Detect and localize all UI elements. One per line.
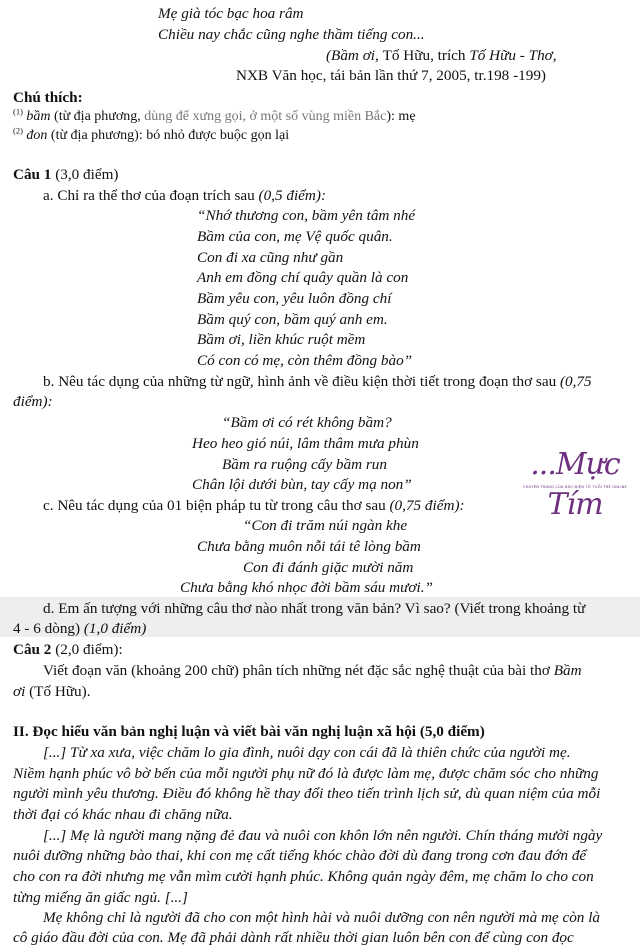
section-2-heading: II. Đọc hiểu văn bản nghị luận và viết bài văn nghị luận xã hội (5,0 điểm) (13, 723, 485, 740)
passage-line: người mình yêu thương. Điều đó không hề thay đổi theo tiến trình lịch sử, dù quan niệm của mỗi (13, 785, 601, 802)
poem-line: “Nhớ thương con, bầm yên tâm nhé (197, 207, 416, 224)
passage-line: nuôi dưỡng những bào thai, khi con mẹ cất tiếng khóc chào đời dù đang trong cơn đau đớn để (13, 847, 587, 864)
poem-line: Bầm ơi, liền khúc ruột mềm (197, 331, 366, 348)
poem-line: Bầm yêu con, yêu luôn đồng chí (197, 290, 392, 307)
notes-heading: Chú thích: (13, 89, 83, 106)
question-2-text: Viết đoạn văn (khoảng 200 chữ) phân tích những nét đặc sắc nghệ thuật của bài thơ Bầm (43, 662, 582, 679)
poem-source: (Bầm ơi, Tố Hữu, trích Tố Hữu - Thơ, (326, 47, 557, 64)
passage-line: Niềm hạnh phúc vô bờ bến của mỗi người phụ nữ đó là được làm mẹ, được chăm sóc cho những (13, 765, 599, 782)
passage-line: cho con ra đời nhưng mẹ vẫn mìm cười hạnh phúc. Không quản ngày đêm, mẹ chăm lo cho con (13, 868, 594, 885)
passage-line: cô giáo đầu đời của con. Mẹ đã phải dành rất nhiều thời gian luôn bên con để cùng con đọc (13, 929, 574, 946)
poem-line: Heo heo gió núi, lâm thâm mưa phùn (192, 435, 419, 452)
poem-line: Bầm quý con, bầm quý anh em. (197, 311, 388, 328)
passage-line: [...] Mẹ là người mang nặng đẻ đau và nuôi con khôn lớn nên người. Chín tháng mười ngày (43, 827, 603, 844)
logo-name: ...Mực Tím (530, 447, 620, 522)
logo-tagline: CHUYÊN TRANG CỦA BÁO ĐIỆN TỬ TUỔI TRẺ ONLINE (523, 485, 627, 489)
poem-source-publisher: NXB Văn học, tái bản lần thứ 7, 2005, tr.198 -199) (236, 67, 546, 84)
poem-line: Anh em đồng chí quây quần là con (197, 269, 409, 286)
poem-line: Chiều nay chắc cũng nghe thầm tiếng con... (158, 26, 425, 43)
poem-line: “Con đi trăm núi ngàn khe (243, 517, 408, 534)
poem-line: Mẹ già tóc bạc hoa râm (158, 5, 304, 22)
passage-line: [...] Từ xa xưa, việc chăm lo gia đình, nuôi dạy con cái đã là thiên chức của người mẹ. (43, 744, 571, 761)
poem-line: Có con có mẹ, còn thêm đồng bào” (197, 352, 413, 369)
question-1-title: Câu 1 (3,0 điểm) (13, 166, 119, 183)
muc-tim-logo (516, 445, 634, 522)
question-1c: c. Nêu tác dụng của 01 biện pháp tu từ trong câu thơ sau (0,75 điểm): (43, 497, 465, 514)
poem-line: “Bầm ơi có rét không bầm? (222, 414, 392, 431)
question-1b-points: điểm): (13, 393, 53, 410)
poem-line: Chưa bằng muôn nỗi tái tê lòng bầm (197, 538, 421, 555)
passage-line: Mẹ không chỉ là người đã cho con một hình hài và nuôi dưỡng con nên người mà mẹ còn là (43, 909, 601, 926)
poem-line: Chân lội dưới bùn, tay cấy mạ non” (192, 476, 412, 493)
poem-line: Chưa bằng khó nhọc đời bầm sáu mươi.” (180, 579, 433, 596)
passage-line: từng miếng ăn giấc ngủ. [...] (13, 889, 188, 906)
note-item: $^{(2)}$ đon (từ địa phương): bó nhỏ được buộc gọn lại (13, 125, 290, 143)
passage-line: thời đại có khác nhau đi chăng nữa. (13, 806, 233, 823)
poem-line: Bầm ra ruộng cấy bầm run (222, 456, 387, 473)
note-item: $^{(1)}$ bầm (từ địa phương, dùng để xưng gọi, ở một số vùng miền Bắc): mẹ (13, 106, 416, 124)
question-1b: b. Nêu tác dụng của những từ ngữ, hình ảnh về điều kiện thời tiết trong đoạn thơ sau (0,75 (43, 373, 592, 390)
question-2-title: Câu 2 (2,0 điểm): (13, 641, 123, 658)
poem-line: Con đi đánh giặc mười năm (243, 559, 414, 576)
poem-line: Con đi xa cũng như gần (197, 249, 344, 266)
question-1d: d. Em ấn tượng với những câu thơ nào nhất trong văn bản? Vì sao? (Viết trong khoảng từ (43, 600, 586, 617)
question-1d-cont: 4 - 6 dòng) (1,0 điểm) (13, 620, 147, 637)
poem-line: Bầm của con, mẹ Vệ quốc quân. (197, 228, 393, 245)
question-1a: a. Chỉ ra thể thơ của đoạn trích sau (0,5 điểm): (43, 187, 327, 204)
question-2-text-cont: ơi (Tố Hữu). (13, 683, 91, 700)
